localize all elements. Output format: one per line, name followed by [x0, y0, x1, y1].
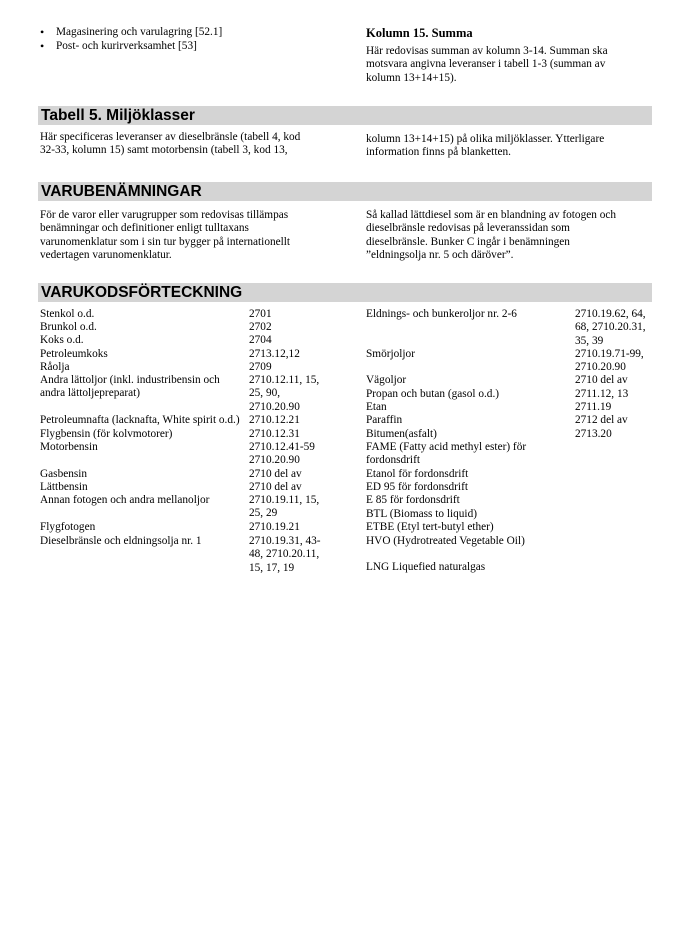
varukod-code: 2710 del av — [249, 468, 302, 480]
varukod-name: Petroleumkoks — [40, 348, 108, 360]
varubenamningar-left-text: För de varor eller varugrupper som redovisas tillämpas benämningar och definitioner enligt tulltaxans varunomenklatur som i sin tur bygger på internationellt vedertagen varunomenklatur. — [40, 209, 291, 261]
varukod-code: 2710 del av — [249, 481, 302, 493]
varukod-name: Koks o.d. — [40, 334, 84, 346]
varukod-name: Dieselbränsle och eldningsolja nr. 1 — [40, 535, 202, 547]
varukod-name: ETBE (Etyl tert-butyl ether) — [366, 521, 494, 533]
varukod-name: Råolja — [40, 361, 70, 373]
varukod-name: Lättbensin — [40, 481, 88, 493]
varukod-name: Flygbensin (för kolvmotorer) — [40, 428, 173, 440]
varukod-name: Eldnings- och bunkeroljor nr. 2-6 — [366, 308, 517, 320]
varukod-code: 2701 — [249, 308, 272, 320]
varukod-code: 2710.19.31, 43-48, 2710.20.11, 15, 17, 19 — [249, 535, 321, 574]
kolumn15-title: Kolumn 15. Summa — [366, 26, 473, 40]
varukod-name: Motorbensin — [40, 441, 98, 453]
varukod-code: 2713.12,12 — [249, 348, 300, 360]
varukod-code: 2710.12.31 — [249, 428, 300, 440]
kolumn15-text: Här redovisas summan av kolumn 3-14. Summan ska motsvara angivna leveranser i tabell 1-3 (summan av kolumn 13+14+15). — [366, 45, 608, 84]
varukod-code: 2711.19 — [575, 401, 612, 413]
varubenamningar-heading: VARUBENÄMNINGAR — [38, 182, 652, 201]
varukod-name: HVO (Hydrotreated Vegetable Oil) — [366, 535, 525, 547]
bullet-item: • Magasinering och varulagring [52.1] — [40, 25, 340, 39]
varukod-name: Vägoljor — [366, 374, 407, 386]
bullet-item: • Post- och kurirverksamhet [53] — [40, 39, 340, 53]
varukod-code: 2709 — [249, 361, 272, 373]
varukod-code: 2710.19.71-99, 2710.20.90 — [575, 348, 644, 374]
varukod-code: 2710.19.62, 64, 68, 2710.20.31, 35, 39 — [575, 308, 646, 347]
tabell5-heading: Tabell 5. Miljöklasser — [38, 106, 652, 125]
varukod-name: Etan — [366, 401, 387, 413]
varukod-name: Petroleumnafta (lacknafta, White spirit o.d.) — [40, 414, 240, 426]
varubenamningar-right-text: Så kallad lättdiesel som är en blandning av fotogen och dieselbränsle redovisas på leveranssidan som dieselbränsle. Bunker C ingår i benämningen ”eldningsolja nr. 5 och däröver”. — [366, 209, 617, 261]
varukod-code: 2702 — [249, 321, 272, 333]
varukod-name: ED 95 för fordonsdrift — [366, 481, 468, 493]
varukod-name: LNG Liquefied naturalgas — [366, 561, 486, 573]
varukod-code: 2712 del av — [575, 414, 628, 426]
varukod-name: Bitumen(asfalt) — [366, 428, 437, 440]
varukod-name: Flygfotogen — [40, 521, 96, 533]
varukod-name: Propan och butan (gasol o.d.) — [366, 388, 500, 400]
varukod-code: 2713.20 — [575, 428, 612, 440]
varukod-name: Paraffin — [366, 414, 403, 426]
varukod-code: 2710.12.11, 15, 25, 90, 2710.20.90 — [249, 374, 320, 413]
varukodsforteckning-heading: VARUKODSFÖRTECKNING — [38, 283, 652, 302]
varukod-name: Etanol för fordonsdrift — [366, 468, 469, 480]
varukod-code: 2711.12, 13 — [575, 388, 629, 400]
industry-bullet-list — [40, 25, 340, 53]
varukod-name: Stenkol o.d. — [40, 308, 95, 320]
varukod-code: 2710.19.21 — [249, 521, 300, 533]
varukod-name: Andra lättoljor (inkl. industribensin och andra lättoljepreparat) — [40, 374, 220, 400]
varukod-name: Brunkol o.d. — [40, 321, 97, 333]
varukod-name: E 85 för fordonsdrift — [366, 494, 460, 506]
varukod-name: FAME (Fatty acid methyl ester) för fordonsdrift — [366, 441, 527, 467]
varukod-name: BTL (Biomass to liquid) — [366, 508, 477, 520]
varukod-name: Annan fotogen och andra mellanoljor — [40, 494, 210, 506]
varukod-code: 2710.12.41-59 2710.20.90 — [249, 441, 315, 467]
tabell5-left-text: Här specificeras leveranser av dieselbränsle (tabell 4, kod 32-33, kolumn 15) samt motorbensin (tabell 3, kod 13, — [40, 131, 301, 157]
varukod-name: Smörjoljor — [366, 348, 415, 360]
varukod-code: 2704 — [249, 334, 272, 346]
varukod-code: 2710.12.21 — [249, 414, 300, 426]
varukod-code: 2710 del av — [575, 374, 628, 386]
varukod-code: 2710.19.11, 15, 25, 29 — [249, 494, 320, 520]
tabell5-right-text: kolumn 13+14+15) på olika miljöklasser. Ytterligare information finns på blanketten. — [366, 133, 605, 159]
varukod-name: Gasbensin — [40, 468, 88, 480]
